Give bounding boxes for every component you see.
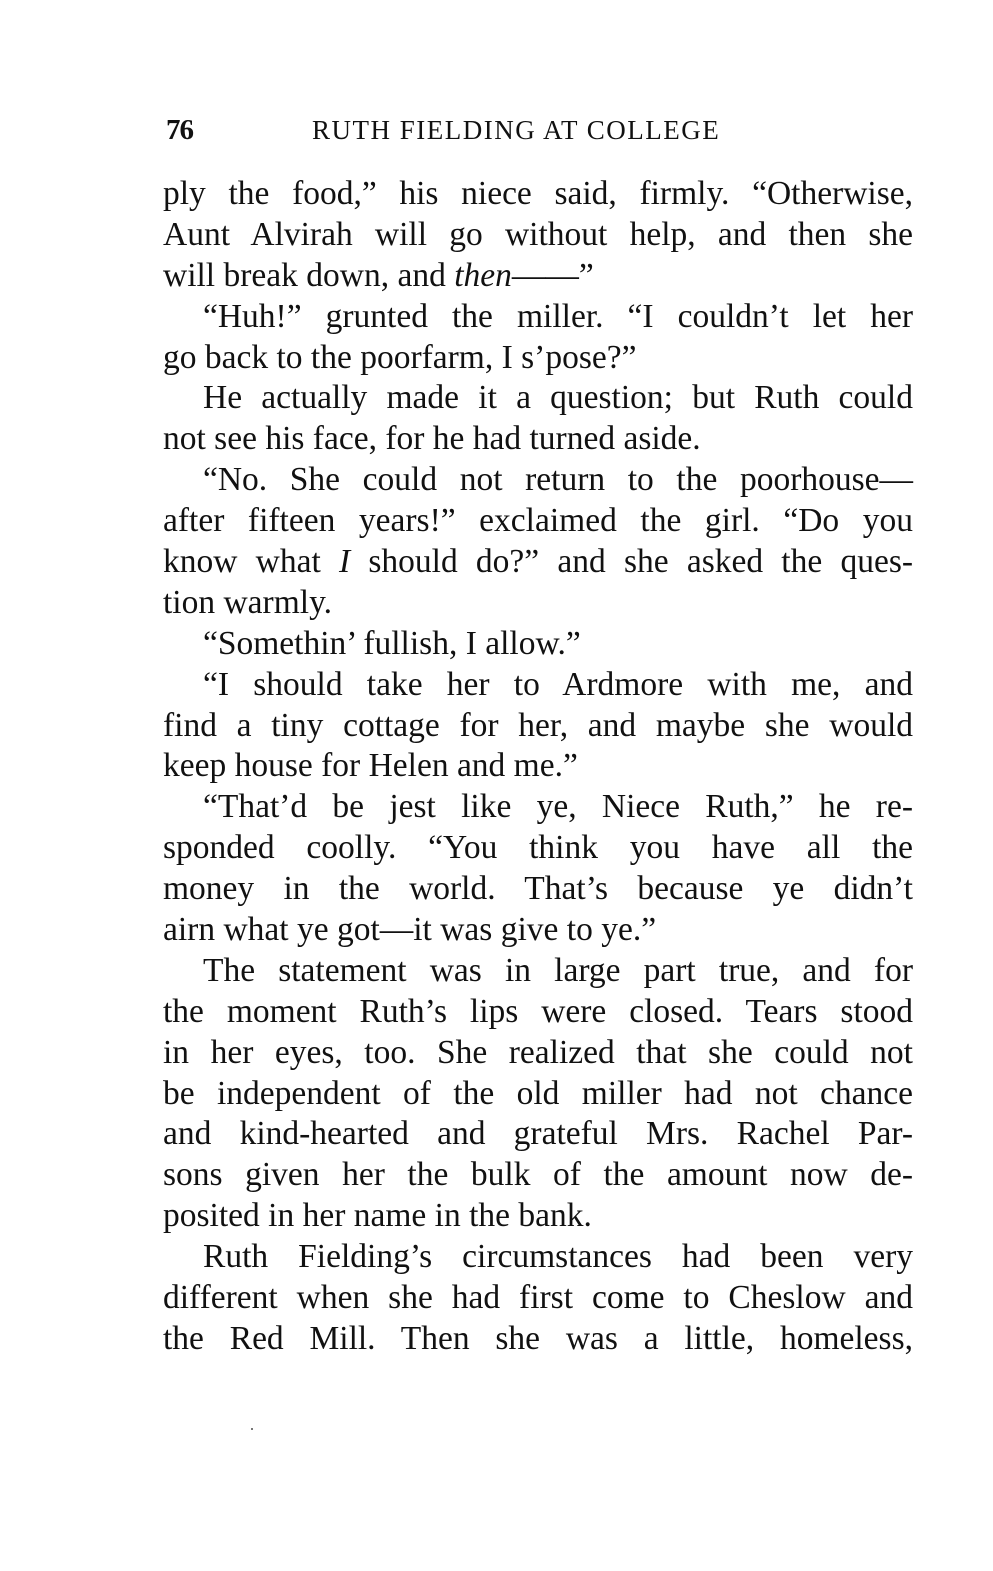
- italic-word: then: [454, 256, 512, 294]
- text-line: sons given her the bulk of the amount now de-: [163, 1156, 913, 1194]
- running-title: RUTH FIELDING AT COLLEGE: [312, 115, 721, 145]
- text-line: find a tiny cottage for her, and maybe she would: [163, 706, 913, 744]
- text-line: “Huh!” grunted the miller. “I couldn’t let her: [203, 297, 913, 335]
- text-line: not see his face, for he had turned aside.: [163, 420, 701, 458]
- text-line: airn what ye got—it was give to ye.”: [163, 911, 657, 949]
- body-text: [163, 174, 913, 1360]
- text-line: be independent of the old miller had not chance: [163, 1074, 913, 1112]
- text-line: the moment Ruth’s lips were closed. Tears stood: [163, 992, 913, 1030]
- page-number: 76: [166, 114, 193, 146]
- text-line: and kind-hearted and grateful Mrs. Rachel Par-: [163, 1115, 913, 1153]
- text-line: “That’d be jest like ye, Niece Ruth,” he re-: [203, 788, 913, 826]
- text-line: tion warmly.: [163, 583, 333, 621]
- text-line: posited in her name in the bank.: [163, 1197, 592, 1235]
- paper-speck: [251, 1428, 253, 1430]
- text-line: “Somethin’ fullish, I allow.”: [203, 624, 581, 662]
- text-line: will break down, and then——”: [163, 256, 594, 294]
- running-header: [160, 114, 912, 154]
- text-line: know what I should do?” and she asked the ques-: [163, 543, 914, 581]
- text-line: in her eyes, too. She realized that she could not: [163, 1033, 913, 1071]
- text-line: “I should take her to Ardmore with me, and: [203, 665, 913, 703]
- text-line: the Red Mill. Then she was a little, homeless,: [163, 1319, 913, 1357]
- text-line: Aunt Alvirah will go without help, and then she: [163, 215, 913, 253]
- text-line: ply the food,” his niece said, firmly. “Otherwise,: [163, 175, 913, 212]
- italic-word: I: [339, 543, 351, 581]
- text-line: Ruth Fielding’s circumstances had been very: [203, 1238, 913, 1276]
- text-line: after fifteen years!” exclaimed the girl. “Do you: [163, 502, 913, 540]
- text-line: “No. She could not return to the poorhouse—: [203, 461, 913, 499]
- text-line: He actually made it a question; but Ruth could: [203, 379, 913, 417]
- text-line: sponded coolly. “You think you have all the: [163, 829, 913, 867]
- text-line: The statement was in large part true, and for: [203, 951, 913, 989]
- text-line: money in the world. That’s because ye didn’t: [163, 870, 913, 908]
- text-line: different when she had first come to Cheslow and: [163, 1279, 913, 1317]
- text-line: keep house for Helen and me.”: [163, 747, 578, 785]
- text-line: go back to the poorfarm, I s’pose?”: [163, 338, 637, 376]
